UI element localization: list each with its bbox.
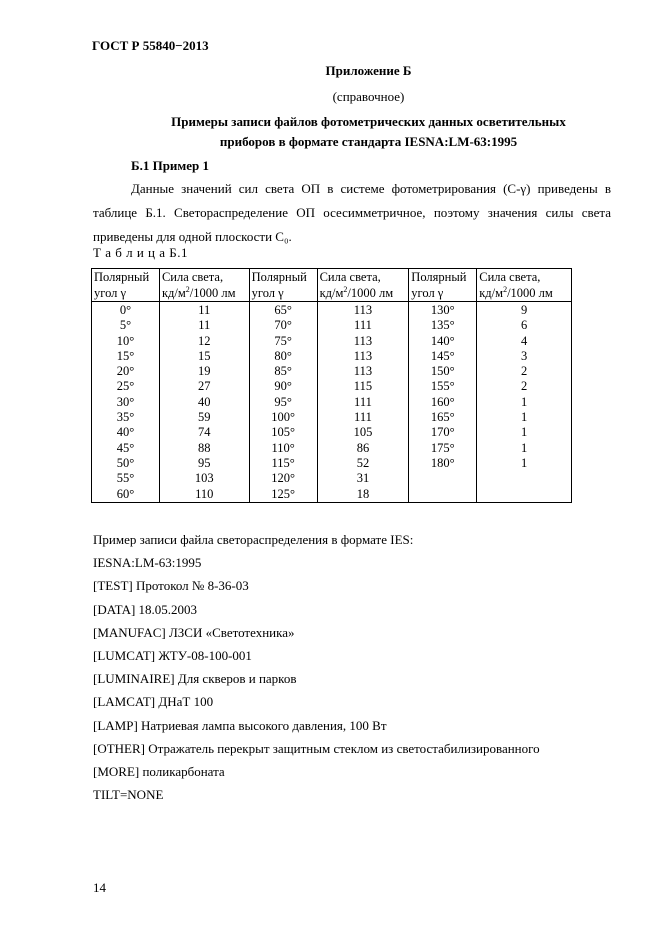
file-line: [DATA] 18.05.2003 bbox=[93, 601, 198, 617]
file-line: [OTHER] Отражатель перекрыт защитным стеклом из светостабилизированного bbox=[93, 740, 540, 756]
table-cell: 59 bbox=[159, 410, 249, 425]
table-cell: 1 bbox=[477, 395, 572, 410]
table-cell: 40° bbox=[92, 425, 160, 440]
table-header-cell: Полярный угол γ bbox=[409, 269, 477, 302]
table-cell: 0° bbox=[92, 302, 160, 319]
appendix-heading-line1: Примеры записи файлов фотометрических данных осветительных bbox=[171, 114, 566, 129]
table-cell: 95 bbox=[159, 456, 249, 471]
table-row bbox=[92, 318, 572, 333]
table-cell: 120° bbox=[249, 471, 317, 486]
table-row bbox=[92, 441, 572, 456]
table-cell: 130° bbox=[409, 302, 477, 319]
table-cell: 50° bbox=[92, 456, 160, 471]
table-cell: 2 bbox=[477, 379, 572, 394]
table-row bbox=[92, 302, 572, 319]
table-cell: 145° bbox=[409, 349, 477, 364]
table-cell: 20° bbox=[92, 364, 160, 379]
table-cell: 160° bbox=[409, 395, 477, 410]
table-cell: 27 bbox=[159, 379, 249, 394]
table-cell: 140° bbox=[409, 334, 477, 349]
table-cell: 95° bbox=[249, 395, 317, 410]
table-cell: 90° bbox=[249, 379, 317, 394]
table-cell: 75° bbox=[249, 334, 317, 349]
file-line: [MANUFAC] ЛЗСИ «Светотехника» bbox=[93, 624, 295, 640]
table-cell: 105° bbox=[249, 425, 317, 440]
table-cell: 60° bbox=[92, 487, 160, 503]
table-cell bbox=[409, 487, 477, 503]
table-cell: 35° bbox=[92, 410, 160, 425]
section-heading: Б.1 Пример 1 bbox=[131, 158, 210, 173]
table-cell: 15 bbox=[159, 349, 249, 364]
table-cell: 1 bbox=[477, 441, 572, 456]
file-line: [LAMCAT] ДНаТ 100 bbox=[93, 694, 214, 710]
table-cell: 85° bbox=[249, 364, 317, 379]
table-cell: 31 bbox=[317, 471, 409, 486]
table-cell: 52 bbox=[317, 456, 409, 471]
file-line: [MORE] поликарбоната bbox=[93, 763, 225, 779]
table-cell: 165° bbox=[409, 410, 477, 425]
table-cell bbox=[477, 471, 572, 486]
table-cell: 115 bbox=[317, 379, 409, 394]
section-paragraph bbox=[93, 177, 611, 249]
table-header-cell: Сила света, $кд/м^2/1000$ лм bbox=[317, 269, 409, 302]
table-cell: 115° bbox=[249, 456, 317, 471]
file-line: TILT=NONE bbox=[93, 787, 164, 803]
table-cell: 111 bbox=[317, 410, 409, 425]
table-cell: 65° bbox=[249, 302, 317, 319]
table-cell: 1 bbox=[477, 410, 572, 425]
table-cell: 11 bbox=[159, 302, 249, 319]
table-cell: 86 bbox=[317, 441, 409, 456]
table-cell: 103 bbox=[159, 471, 249, 486]
table-cell: 155° bbox=[409, 379, 477, 394]
appendix-title: Приложение Б bbox=[325, 63, 412, 78]
table-header-cell: Полярный угол γ bbox=[92, 269, 160, 302]
appendix-heading-line2: приборов в формате стандарта IESNA:LM-63:1995 bbox=[219, 134, 518, 149]
table-cell: 11 bbox=[159, 318, 249, 333]
file-line: [LUMINAIRE] Для скверов и парков bbox=[93, 671, 297, 687]
table-cell: 3 bbox=[477, 349, 572, 364]
table-cell: 55° bbox=[92, 471, 160, 486]
table-cell: 111 bbox=[317, 318, 409, 333]
table-header bbox=[92, 269, 572, 302]
photometric-table bbox=[91, 268, 572, 503]
file-line: [LUMCAT] ЖТУ-08-100-001 bbox=[93, 647, 252, 663]
table-cell: 113 bbox=[317, 334, 409, 349]
table-cell: 100° bbox=[249, 410, 317, 425]
table-cell: 150° bbox=[409, 364, 477, 379]
table-cell: 113 bbox=[317, 364, 409, 379]
table-header-cell: Сила света, $кд/м^2/1000$ лм bbox=[159, 269, 249, 302]
table-cell bbox=[409, 471, 477, 486]
table-cell: 1 bbox=[477, 425, 572, 440]
table-cell: 113 bbox=[317, 349, 409, 364]
table-row bbox=[92, 425, 572, 440]
table-cell: 5° bbox=[92, 318, 160, 333]
table-cell: 113 bbox=[317, 302, 409, 319]
table-cell: 40 bbox=[159, 395, 249, 410]
table-cell: 6 bbox=[477, 318, 572, 333]
file-line: [LAMP] Натриевая лампа высокого давления, 100 Вт bbox=[93, 717, 387, 733]
table-cell bbox=[477, 487, 572, 503]
table-row bbox=[92, 349, 572, 364]
table-cell: 70° bbox=[249, 318, 317, 333]
table-cell: 88 bbox=[159, 441, 249, 456]
file-line: IESNA:LM-63:1995 bbox=[93, 555, 202, 571]
table-cell: 110 bbox=[159, 487, 249, 503]
table-cell: 105 bbox=[317, 425, 409, 440]
table-cell: 19 bbox=[159, 364, 249, 379]
table-cell: 4 bbox=[477, 334, 572, 349]
table-header-cell: Полярный угол γ bbox=[249, 269, 317, 302]
table-cell: 12 bbox=[159, 334, 249, 349]
table-cell: 175° bbox=[409, 441, 477, 456]
table-cell: 135° bbox=[409, 318, 477, 333]
table-row bbox=[92, 487, 572, 503]
table-cell: 18 bbox=[317, 487, 409, 503]
paragraph-text: Данные значений сил света ОП в системе фотометрирования (C-γ) приведены в таблице Б.1. Светораспределение ОП осесимметричное, поэтому значения силы света приведены для одной плоскости C₀. bbox=[93, 181, 611, 244]
table-row bbox=[92, 456, 572, 471]
table-cell: 9 bbox=[477, 302, 572, 319]
appendix-subtitle: (справочное) bbox=[332, 89, 405, 104]
table-row bbox=[92, 364, 572, 379]
table-cell: 15° bbox=[92, 349, 160, 364]
table-cell: 170° bbox=[409, 425, 477, 440]
file-line: [TEST] Протокол № 8-36-03 bbox=[93, 578, 249, 594]
table-cell: 180° bbox=[409, 456, 477, 471]
page-number: 14 bbox=[93, 880, 106, 895]
table-row bbox=[92, 410, 572, 425]
table-cell: 1 bbox=[477, 456, 572, 471]
table-row bbox=[92, 395, 572, 410]
table-row bbox=[92, 471, 572, 486]
table-header-cell: Сила света, $кд/м^2/1000$ лм bbox=[477, 269, 572, 302]
table-row bbox=[92, 379, 572, 394]
ies-file-example bbox=[93, 528, 540, 806]
table-cell: 125° bbox=[249, 487, 317, 503]
table-body bbox=[92, 302, 572, 503]
table-cell: 74 bbox=[159, 425, 249, 440]
table-cell: 2 bbox=[477, 364, 572, 379]
table-caption: Т а б л и ц а Б.1 bbox=[93, 245, 188, 260]
table-cell: 30° bbox=[92, 395, 160, 410]
standard-header: ГОСТ Р 55840−2013 bbox=[92, 38, 209, 53]
table-cell: 45° bbox=[92, 441, 160, 456]
table-row bbox=[92, 334, 572, 349]
file-intro: Пример записи файла светораспределения в формате IES: bbox=[93, 532, 414, 547]
table-cell: 10° bbox=[92, 334, 160, 349]
table-cell: 111 bbox=[317, 395, 409, 410]
table-cell: 25° bbox=[92, 379, 160, 394]
table-cell: 110° bbox=[249, 441, 317, 456]
table-cell: 80° bbox=[249, 349, 317, 364]
